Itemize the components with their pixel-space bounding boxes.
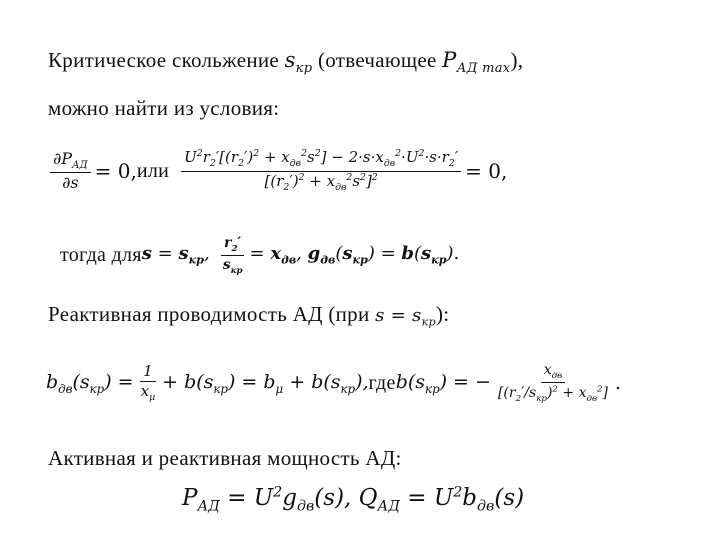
sum-bracket: $[(r_2'/s_{кр})^2 + x_{дв}^2]$ [497, 384, 609, 404]
text-close: ): [435, 302, 450, 326]
equals-zero-rhs: = 0, [465, 159, 508, 183]
fraction-partial-derivative [50, 150, 91, 193]
period: . [615, 372, 622, 394]
x-dv: $x_{дв}$ [541, 362, 565, 383]
symbol-P: P [442, 48, 457, 72]
text-reactive-conductance: Реактивная проводимость АД (при [48, 302, 376, 326]
equation-critical-condition [60, 222, 459, 288]
fraction-derivative-expanded [181, 149, 461, 193]
text-corresponding: (отвечающее [312, 48, 443, 72]
text-critical-slip: Критическое скольжение [48, 48, 285, 72]
symbol-P-sub: АД max [456, 61, 511, 77]
equation-rest: = $x_{дв}$, $g_{дв}(s_{кр}) = b(s_{кр})$. [249, 243, 460, 267]
fraction-denominator: $[(r_2')^2 + x_{дв}^2s^2]^2$ [264, 171, 378, 193]
text-line-find-from-condition: можно найти из условия: [48, 96, 280, 120]
partial-P: ∂P [53, 148, 73, 168]
b-skr-def: $b(s_{кр})$ = − [395, 370, 491, 396]
text-where: где [368, 371, 396, 394]
equals-zero: = 0, [94, 159, 137, 183]
equation-derivative-condition [46, 130, 507, 212]
equation-power: $P_{АД} = U^2g_{дв}(s)$, $Q_{АД} = U^2b_{дв}(s)$ [182, 484, 525, 515]
text-then-for: тогда для [60, 243, 142, 266]
text-or: или [136, 159, 170, 182]
text-line-critical-slip [48, 48, 523, 76]
b-dv-lhs: $b_{дв}(s_{кр})$ = [46, 370, 134, 396]
fraction-numerator: $U^2r_2'[(r_2')^2 + x_{дв}^2s^2] - 2\cdot s\cdot x_{дв}^2\cdot U^2\cdot s\cdot r_2'$ [181, 149, 461, 172]
one: 1 [140, 363, 156, 382]
condition-s-eq-skr: $s = s_{кр}$, [141, 243, 210, 267]
s-critical: $s_{кр}$ [222, 256, 243, 276]
symbol-s-sub: кр [295, 61, 313, 77]
symbol-s: s [284, 48, 296, 72]
text-line-active-reactive-power: Активная и реактивная мощность АД: [48, 446, 402, 470]
partial-P-sub: АД [72, 159, 88, 171]
text-close-paren: ), [510, 48, 524, 72]
condition-s-eq-skr-inline: $s = s_{кр}$ [375, 305, 436, 329]
fraction-xdv-over-sum [495, 362, 611, 403]
b-expansion: + $b(s_{кр}) = b_\mu + b(s_{кр})$, [162, 370, 369, 396]
text-line-reactive-conductance [48, 302, 449, 329]
partial-s: ∂s [62, 173, 79, 193]
x-mu: $x_\mu$ [140, 381, 156, 403]
fraction-one-over-xmu [138, 363, 159, 404]
equation-reactive-conductance [46, 340, 621, 426]
r2-prime: $r_2'$ [221, 235, 244, 256]
fraction-r2-over-skr [220, 235, 246, 276]
